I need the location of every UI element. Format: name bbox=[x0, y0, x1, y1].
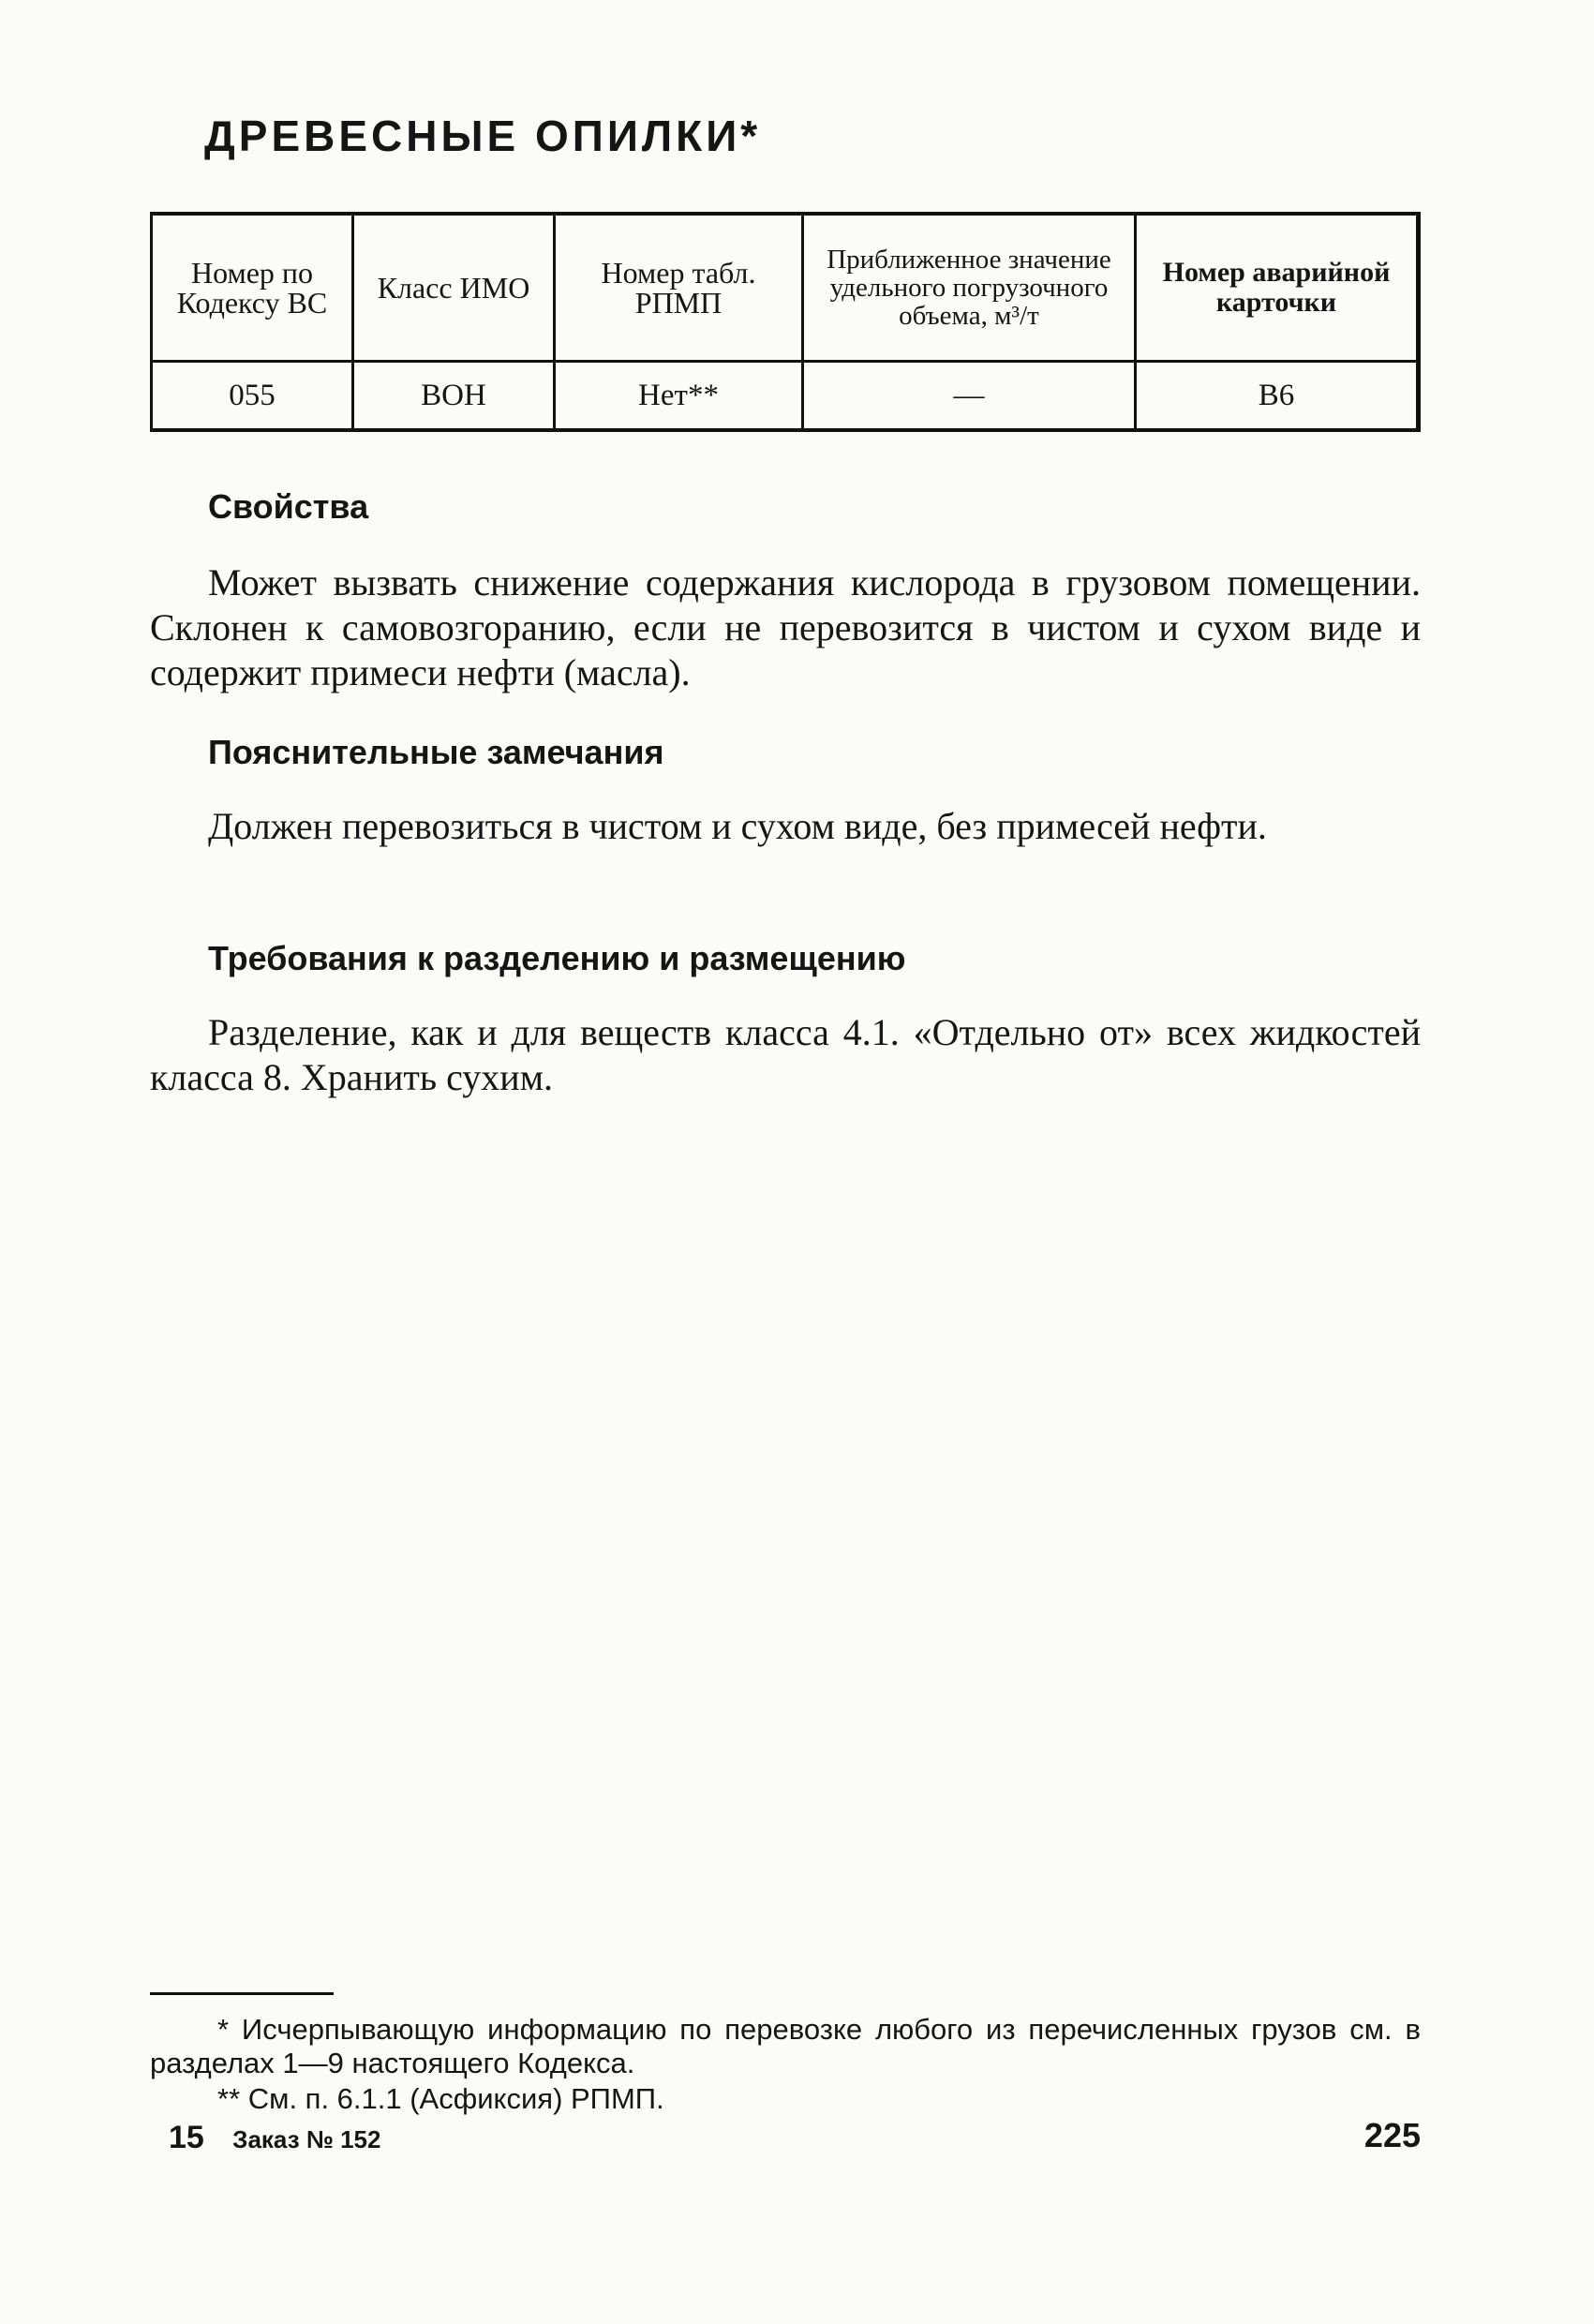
page-title: ДРЕВЕСНЫЕ ОПИЛКИ* bbox=[204, 112, 762, 160]
section-heading-remarks: Пояснительные замечания bbox=[208, 733, 664, 771]
header-emergency-card: Номер аварийной карточки bbox=[1136, 214, 1419, 362]
signature-number: 15 bbox=[169, 2120, 204, 2155]
footnote-2: ** См. п. 6.1.1 (Асфиксия) РПМП. bbox=[217, 2082, 664, 2115]
section-heading-segregation: Требования к разделению и размещению bbox=[208, 939, 906, 977]
section-text-properties: Может вызвать снижение содержания кислорода в грузовом помещении. Склонен к самовозгоранию, если не перевозится в чистом и сухом виде и содержит примеси нефти (масла). bbox=[150, 561, 1421, 693]
footnote-divider bbox=[150, 1992, 334, 1995]
table-row bbox=[152, 362, 1419, 431]
section-heading-properties: Свойства bbox=[208, 487, 369, 526]
table-header-row bbox=[152, 214, 1419, 362]
print-signature bbox=[169, 2120, 380, 2156]
cell-code-number: 055 bbox=[229, 378, 276, 412]
header-stowage-factor: Приближенное значение удельного погрузочного объема, м³/т bbox=[803, 214, 1136, 362]
header-imo-class: Класс ИМО bbox=[353, 214, 555, 362]
footnote-1: * Исчерпывающую информацию по перевозке любого из перечисленных грузов см. в разделах 1—9 настоящего Кодекса. bbox=[150, 2013, 1421, 2079]
page-number: 225 bbox=[1363, 2116, 1421, 2154]
header-code-number: Номер по Кодексу ВС bbox=[152, 214, 353, 362]
order-number: Заказ № 152 bbox=[232, 2125, 381, 2153]
section-text-segregation: Разделение, как и для веществ класса 4.1. «Отдельно от» всех жидкостей класса 8. Хранить сухим. bbox=[150, 1011, 1421, 1098]
cargo-spec-table bbox=[150, 212, 1421, 432]
cell-stowage-factor: — bbox=[803, 362, 1136, 431]
cell-table-number: Нет** bbox=[555, 362, 803, 431]
section-text-remarks: Должен перевозиться в чистом и сухом виде, без примесей нефти. bbox=[208, 805, 1267, 847]
cell-emergency-card: В6 bbox=[1136, 362, 1419, 431]
cell-imo-class: ВОН bbox=[353, 362, 555, 431]
header-table-number: Номер табл. РПМП bbox=[555, 214, 803, 362]
